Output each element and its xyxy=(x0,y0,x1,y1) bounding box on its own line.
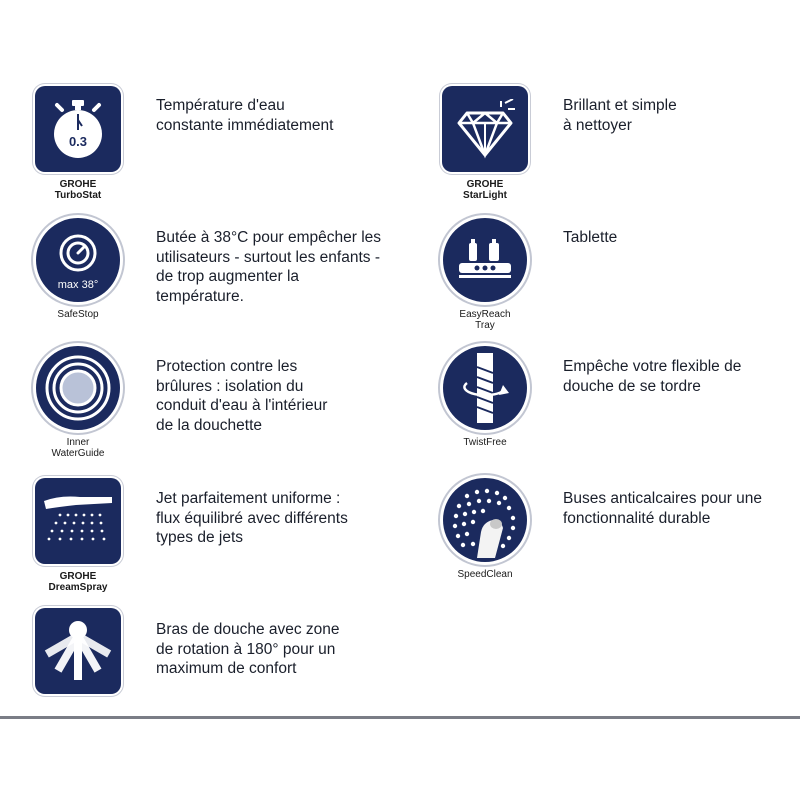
easyreach-description: Tablette xyxy=(563,229,618,246)
dreamspray-badge xyxy=(33,478,123,593)
twistfree-description: Empêche votre flexible de douche de se tordre xyxy=(563,358,742,395)
concentric-rings-icon xyxy=(36,346,120,430)
waterguide-badge xyxy=(33,346,123,459)
bottom-divider xyxy=(0,716,800,719)
stopwatch-value: 0.3 xyxy=(68,134,88,149)
starlight-caption: GROHE StarLight xyxy=(463,179,507,201)
turbostat-badge xyxy=(33,86,123,201)
rotation-description: Bras de douche avec zone de rotation à 180° pour un maximum de confort xyxy=(156,621,340,677)
dreamspray-caption: GROHE DreamSpray xyxy=(48,571,108,593)
diamond-icon xyxy=(442,86,528,172)
easyreach-caption: EasyReach Tray xyxy=(459,309,511,331)
safestop-description: Butée à 38°C pour empêcher les utilisateurs - surtout les enfants - de trop augmenter la température. xyxy=(156,229,382,305)
finger-nozzles-icon xyxy=(443,478,527,562)
turbostat-caption: GROHE TurboStat xyxy=(54,179,102,201)
speedclean-description: Buses anticalcaires pour une fonctionnalité durable xyxy=(563,490,763,527)
twistfree-badge xyxy=(440,346,530,448)
waterguide-description: Protection contre les brûlures : isolation du conduit d'eau à l'intérieur de la douchette xyxy=(156,358,328,434)
rotating-arm-icon xyxy=(35,608,121,694)
easyreach-badge xyxy=(440,218,530,331)
rotation-badge xyxy=(33,608,123,694)
twistfree-caption: TwistFree xyxy=(463,437,507,448)
dreamspray-description: Jet parfaitement uniforme : flux équilibré avec différents types de jets xyxy=(156,490,348,546)
waterguide-caption: Inner WaterGuide xyxy=(51,437,105,459)
dial-value: max 38° xyxy=(57,279,99,291)
starlight-badge xyxy=(440,86,530,201)
safestop-badge xyxy=(33,218,123,320)
turbostat-description: Température d'eau constante immédiatement xyxy=(156,97,334,134)
twist-hose-icon xyxy=(443,346,527,430)
stopwatch-icon xyxy=(35,86,121,172)
speedclean-caption: SpeedClean xyxy=(457,569,513,580)
starlight-description: Brillant et simple à nettoyer xyxy=(563,97,677,134)
shower-spray-icon xyxy=(35,478,121,564)
safestop-caption: SafeStop xyxy=(57,309,99,320)
temperature-dial-icon xyxy=(36,218,120,302)
speedclean-badge xyxy=(440,478,530,580)
shelf-tray-icon xyxy=(443,218,527,302)
